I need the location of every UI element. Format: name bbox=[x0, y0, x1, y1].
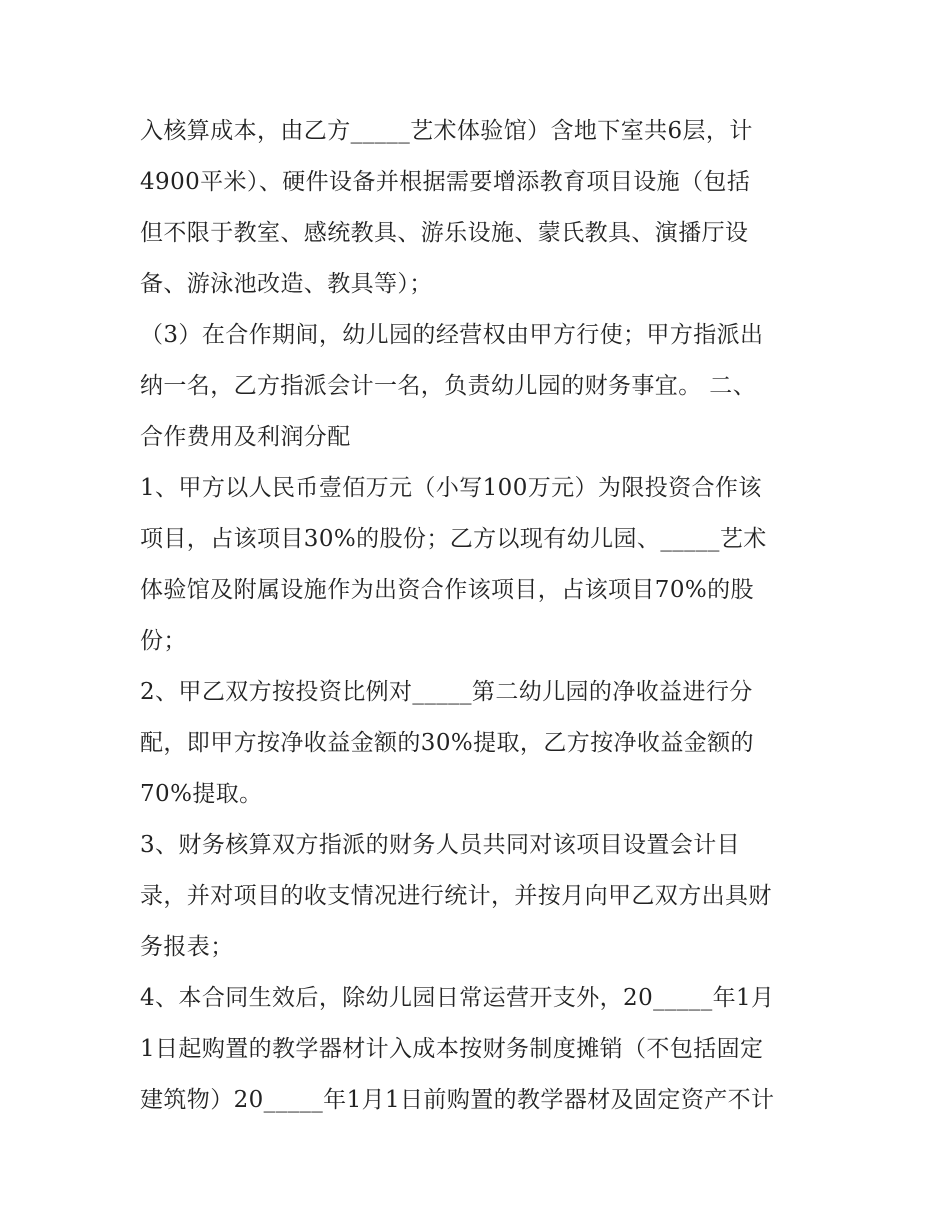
text-line: 录，并对项目的收支情况进行统计，并按月向甲乙双方出具财 bbox=[140, 883, 772, 909]
text-line: 项目，占该项目30%的股份；乙方以现有幼儿园、_____艺术 bbox=[140, 526, 767, 552]
text-line: 2、甲乙双方按投资比例对_____第二幼儿园的净收益进行分 bbox=[140, 679, 753, 705]
text-line: 纳一名，乙方指派会计一名，负责幼儿园的财务事宜。 二、 bbox=[140, 373, 757, 399]
text-line: 配，即甲方按净收益金额的30%提取，乙方按净收益金额的 bbox=[140, 730, 754, 756]
text-line: 份； bbox=[140, 628, 187, 654]
text-line: 3、财务核算双方指派的财务人员共同对该项目设置会计目 bbox=[140, 832, 741, 858]
text-line: （3）在合作期间，幼儿园的经营权由甲方行使；甲方指派出 bbox=[140, 322, 764, 348]
text-line: 4、本合同生效后，除幼儿园日常运营开支外，20_____年1月 bbox=[140, 985, 775, 1011]
text-line: 务报表； bbox=[140, 934, 234, 960]
text-line: 建筑物）20_____年1月1日前购置的教学器材及固定资产不计 bbox=[140, 1087, 775, 1113]
text-line: 入核算成本，由乙方_____艺术体验馆）含地下室共6层，计 bbox=[140, 118, 753, 144]
section-heading: 合作费用及利润分配 bbox=[140, 424, 351, 450]
text-line: 4900平米）、硬件设备并根据需要增添教育项目设施（包括 bbox=[140, 169, 751, 195]
text-line: 体验馆及附属设施作为出资合作该项目，占该项目70%的股 bbox=[140, 577, 754, 603]
text-line: 但不限于教室、感统教具、游乐设施、蒙氏教具、演播厅设 bbox=[140, 220, 749, 246]
text-line: 备、游泳池改造、教具等）； bbox=[140, 271, 433, 297]
contract-text-body bbox=[140, 108, 830, 1128]
text-line: 70%提取。 bbox=[140, 781, 263, 807]
text-line: 1、甲方以人民币壹佰万元（小写100万元）为限投资合作该 bbox=[140, 475, 762, 501]
text-line: 1日起购置的教学器材计入成本按财务制度摊销（不包括固定 bbox=[140, 1036, 764, 1062]
